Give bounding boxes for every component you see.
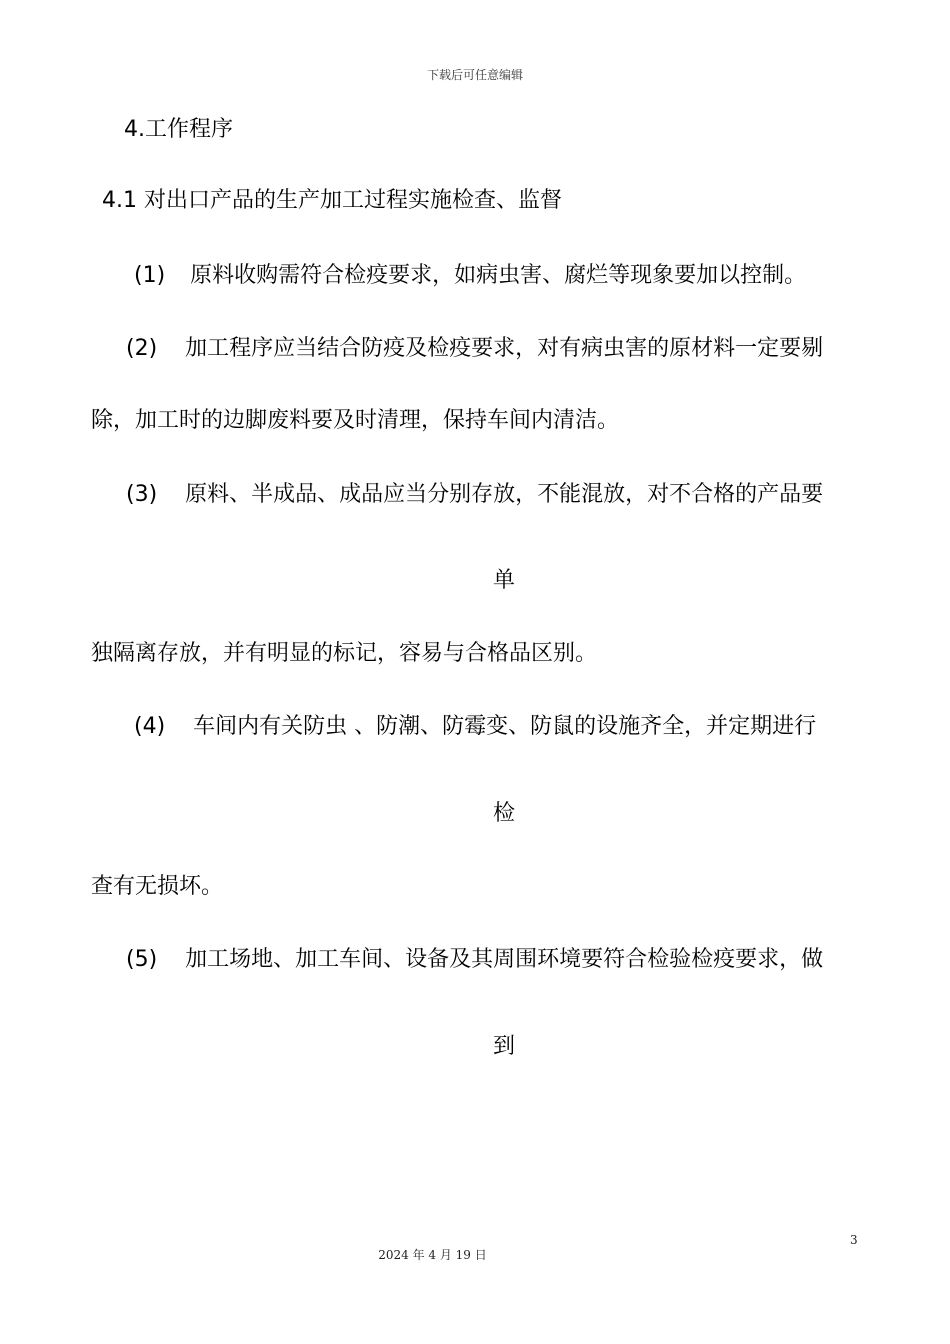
footer-date: 2024 年 4 月 19 日 — [378, 1248, 487, 1262]
item-4-marker: (4) — [134, 714, 166, 739]
item-5-marker: (5) — [126, 947, 158, 972]
item-5-orphan-char: 到 — [492, 1034, 515, 1059]
item-2-text: 加工程序应当结合防疫及检疫要求，对有病虫害的原材料一定要剔 — [185, 336, 824, 361]
item-3-orphan-char: 单 — [492, 568, 515, 593]
item-4-continuation: 查有无损坏。 — [91, 874, 224, 899]
item-4-text: 车间内有关防虫 、防潮、防霉变、防鼠的设施齐全，并定期进行 — [193, 714, 817, 739]
item-2-marker: (2) — [126, 336, 158, 361]
item-5-text: 加工场地、加工车间、设备及其周围环境要符合检验检疫要求，做 — [185, 947, 824, 972]
item-2-continuation: 除，加工时的边脚废料要及时清理，保持车间内清洁。 — [91, 408, 620, 433]
item-4-orphan-char: 检 — [492, 801, 515, 826]
item-3-continuation: 独隔离存放，并有明显的标记，容易与合格品区别。 — [91, 641, 598, 666]
list-item-4 — [134, 712, 816, 742]
subsection-title: 4.1 对出口产品的生产加工过程实施检查、监督 — [102, 188, 562, 213]
list-item-3 — [126, 480, 823, 510]
list-item-1 — [134, 261, 806, 291]
page-number: 3 — [850, 1233, 858, 1247]
list-item-2 — [126, 334, 823, 364]
list-item-5 — [126, 945, 823, 975]
item-3-text: 原料、半成品、成品应当分别存放，不能混放，对不合格的产品要 — [185, 482, 824, 507]
item-1-text: 原料收购需符合检疫要求，如病虫害、腐烂等现象要加以控制。 — [190, 263, 807, 288]
page-header: 下载后可任意编辑 — [426, 68, 523, 82]
section-title: 4.工作程序 — [124, 117, 233, 142]
item-1-marker: (1) — [134, 263, 166, 288]
item-3-marker: (3) — [126, 482, 158, 507]
